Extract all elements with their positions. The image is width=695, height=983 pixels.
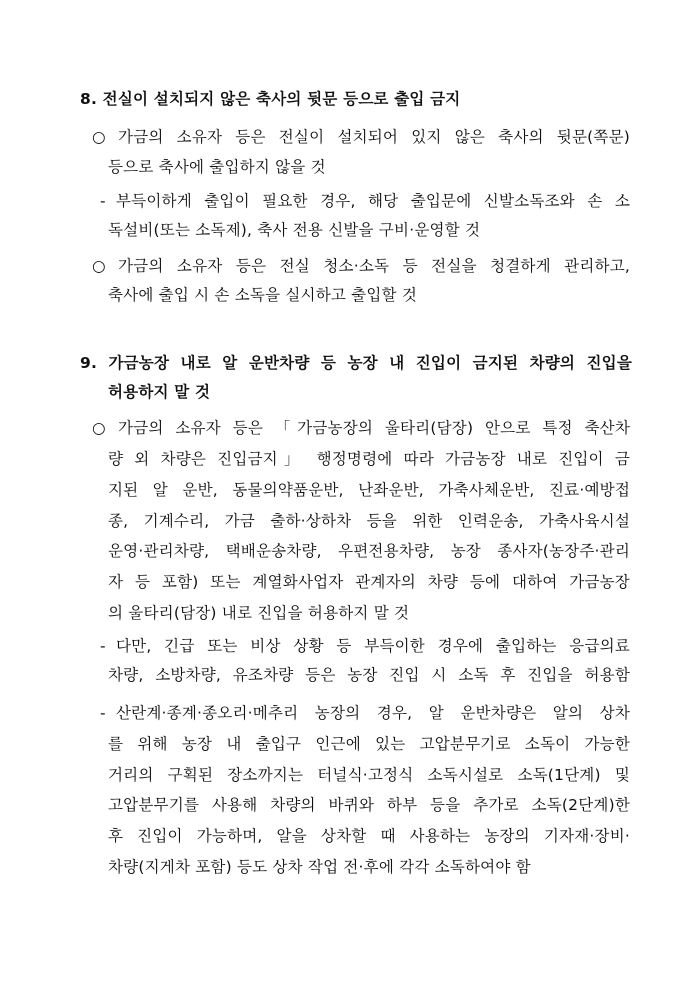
- paragraph-line: 종, 기계수리, 가금 출하·상하차 등을 위한 인력운송, 가축사육시설: [108, 512, 630, 530]
- paragraph-line: 를 위해 농장 내 출입구 인근에 있는 고압분무기로 소독이 가능한: [108, 735, 630, 753]
- paragraph-line: 가금의 소유자 등은 「가금농장의 울타리(담장) 안으로 특정 축산차: [118, 419, 630, 437]
- bullet-circle: ○: [92, 257, 106, 275]
- bullet-dash: -: [100, 704, 106, 722]
- paragraph-line: 자 등 포함) 또는 계열화사업자 관계자의 차량 등에 대하여 가금농장: [108, 573, 630, 591]
- paragraph-line: 량 외 차량은 진입금지」 행정명령에 따라 가금농장 내로 진입이 금: [108, 450, 630, 468]
- paragraph-line: 지된 알 운반, 동물의약품운반, 난좌운반, 가축사체운반, 진료·예방접: [108, 481, 630, 499]
- paragraph-line: 차량(지게차 포함) 등도 상차 작업 전·후에 각각 소독하여야 함: [108, 858, 531, 876]
- paragraph-line: 가금의 소유자 등은 전실 청소·소독 등 전실을 청결하게 관리하고,: [118, 257, 630, 275]
- paragraph-line: 축사에 출입 시 손 소독을 실시하고 출입할 것: [108, 286, 418, 304]
- paragraph-line: 등으로 축사에 출입하지 않을 것: [108, 158, 326, 176]
- paragraph-line: 부득이하게 출입이 필요한 경우, 해당 출입문에 신발소독조와 손 소: [116, 192, 630, 210]
- paragraph-line: 후 진입이 가능하며, 알을 상차할 때 사용하는 농장의 기자재·장비·: [108, 827, 630, 845]
- paragraph-line: 고압분무기를 사용해 차량의 바퀴와 하부 등을 추가로 소독(2단계)한: [108, 796, 630, 814]
- bullet-circle: ○: [92, 419, 106, 437]
- section-9-heading-continued: 허용하지 말 것: [108, 383, 211, 401]
- section-9-heading: 9. 가금농장 내로 알 운반차량 등 농장 내 진입이 금지된 차량의 진입을: [80, 354, 632, 372]
- paragraph-line: 산란계·종계·종오리·메추리 농장의 경우, 알 운반차량은 알의 상차: [116, 704, 630, 722]
- section-8-heading: 8. 전실이 설치되지 않은 축사의 뒷문 등으로 출입 금지: [80, 90, 461, 108]
- bullet-dash: -: [100, 637, 106, 655]
- paragraph-line: 독설비(또는 소독제), 축사 전용 신발을 구비·운영할 것: [108, 221, 481, 239]
- bullet-dash: -: [100, 192, 106, 210]
- paragraph-line: 차량, 소방차량, 유조차량 등은 농장 진입 시 소독 후 진입을 허용함: [108, 666, 630, 684]
- bullet-circle: ○: [92, 128, 106, 146]
- paragraph-line: 다만, 긴급 또는 비상 상황 등 부득이한 경우에 출입하는 응급의료: [116, 637, 630, 655]
- paragraph-line: 의 울타리(담장) 내로 진입을 허용하지 말 것: [108, 604, 410, 622]
- paragraph-line: 운영·관리차량, 택배운송차량, 우편전용차량, 농장 종사자(농장주·관리: [108, 542, 630, 560]
- paragraph-line: 가금의 소유자 등은 전실이 설치되어 있지 않은 축사의 뒷문(쪽문): [118, 128, 630, 146]
- paragraph-line: 거리의 구획된 장소까지는 터널식·고정식 소독시설로 소독(1단계) 및: [108, 766, 630, 784]
